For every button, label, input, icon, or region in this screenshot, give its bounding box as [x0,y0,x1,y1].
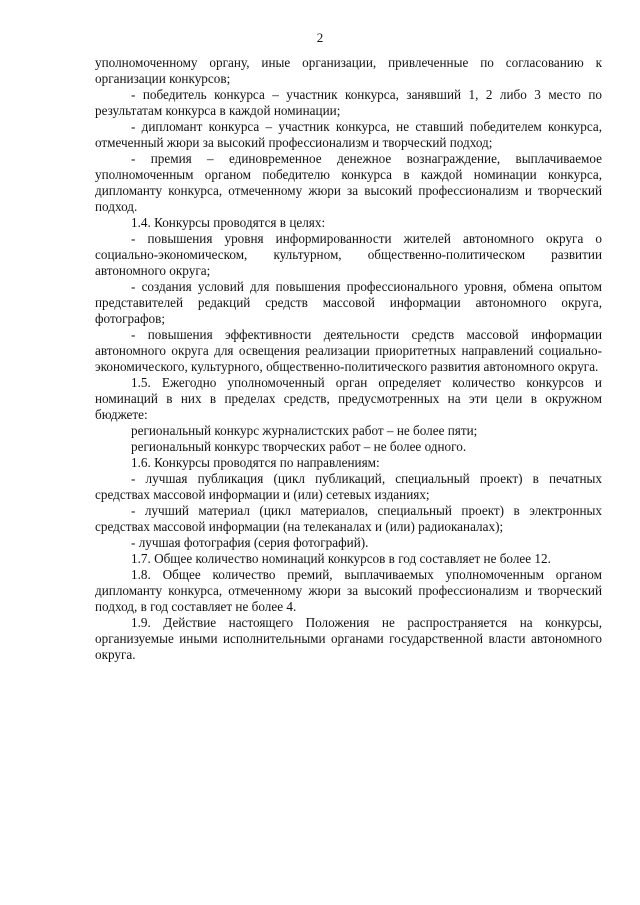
paragraph-definition-prize: - премия – единовременное денежное вознаграждение, выплачиваемое уполномоченным органом победителю конкурса в каждой номинации конкурса, дипломанту конкурса, отмеченному жюри за высокий профессионализм и творческий подход. [95,151,602,214]
paragraph-direction-electronic: - лучший материал (цикл материалов, специальный проект) в электронных средствах массовой информации (на телеканалах и (или) радиоканалах); [95,503,602,534]
paragraph-1-5: 1.5. Ежегодно уполномоченный орган определяет количество конкурсов и номинаций в них в пределах средств, предусмотренных на эти цели в окружном бюджете: [95,375,602,422]
paragraph-goal-professional-level: - создания условий для повышения профессионального уровня, обмена опытом представителей редакций средств массовой информации автономного округа, фотографов; [95,279,602,326]
paragraph-journalism-contest: региональный конкурс журналистских работ – не более пяти; [131,423,478,438]
paragraph-1-8: 1.8. Общее количество премий, выплачиваемых уполномоченным органом дипломанту конкурса, отмеченному жюри за высокий профессионализм и творческий подход, в год составляет не более 4. [95,567,602,614]
document-body [95,55,602,663]
paragraph-creative-contest: региональный конкурс творческих работ – не более одного. [131,439,467,454]
paragraph-direction-print: - лучшая публикация (цикл публикаций, специальный проект) в печатных средствах массовой информации и (или) сетевых изданиях; [95,471,602,502]
paragraph-1-7: 1.7. Общее количество номинаций конкурсов в год составляет не более 12. [131,551,551,566]
paragraph-definition-diploma-holder: - дипломант конкурса – участник конкурса, не ставший победителем конкурса, отмеченный жюри за высокий профессионализм и творческий подход; [95,119,602,150]
paragraph-direction-photo: - лучшая фотография (серия фотографий). [131,535,369,550]
page-number: 2 [316,30,324,45]
paragraph-1-4-heading: 1.4. Конкурсы проводятся в целях: [131,215,326,230]
paragraph-goal-media-efficiency: - повышения эффективности деятельности средств массовой информации автономного округа для освещения реализации приоритетных направлений социально-экономического, культурного, общественно-политического развития автономного округа. [95,327,602,374]
paragraph-1-6-heading: 1.6. Конкурсы проводятся по направлениям: [131,455,380,470]
paragraph-goal-awareness: - повышения уровня информированности жителей автономного округа о социально-экономическом, культурном, общественно-политическом развитии автономного округа; [95,231,602,278]
paragraph-continuation-authorized-body: уполномоченному органу, иные организации, привлеченные по согласованию к организации конкурсов; [95,55,602,86]
paragraph-1-9: 1.9. Действие настоящего Положения не распространяется на конкурсы, организуемые иными исполнительными органами государственной власти автономного округа. [95,615,602,662]
paragraph-definition-winner: - победитель конкурса – участник конкурса, занявший 1, 2 либо 3 место по результатам конкурса в каждой номинации; [95,87,602,118]
